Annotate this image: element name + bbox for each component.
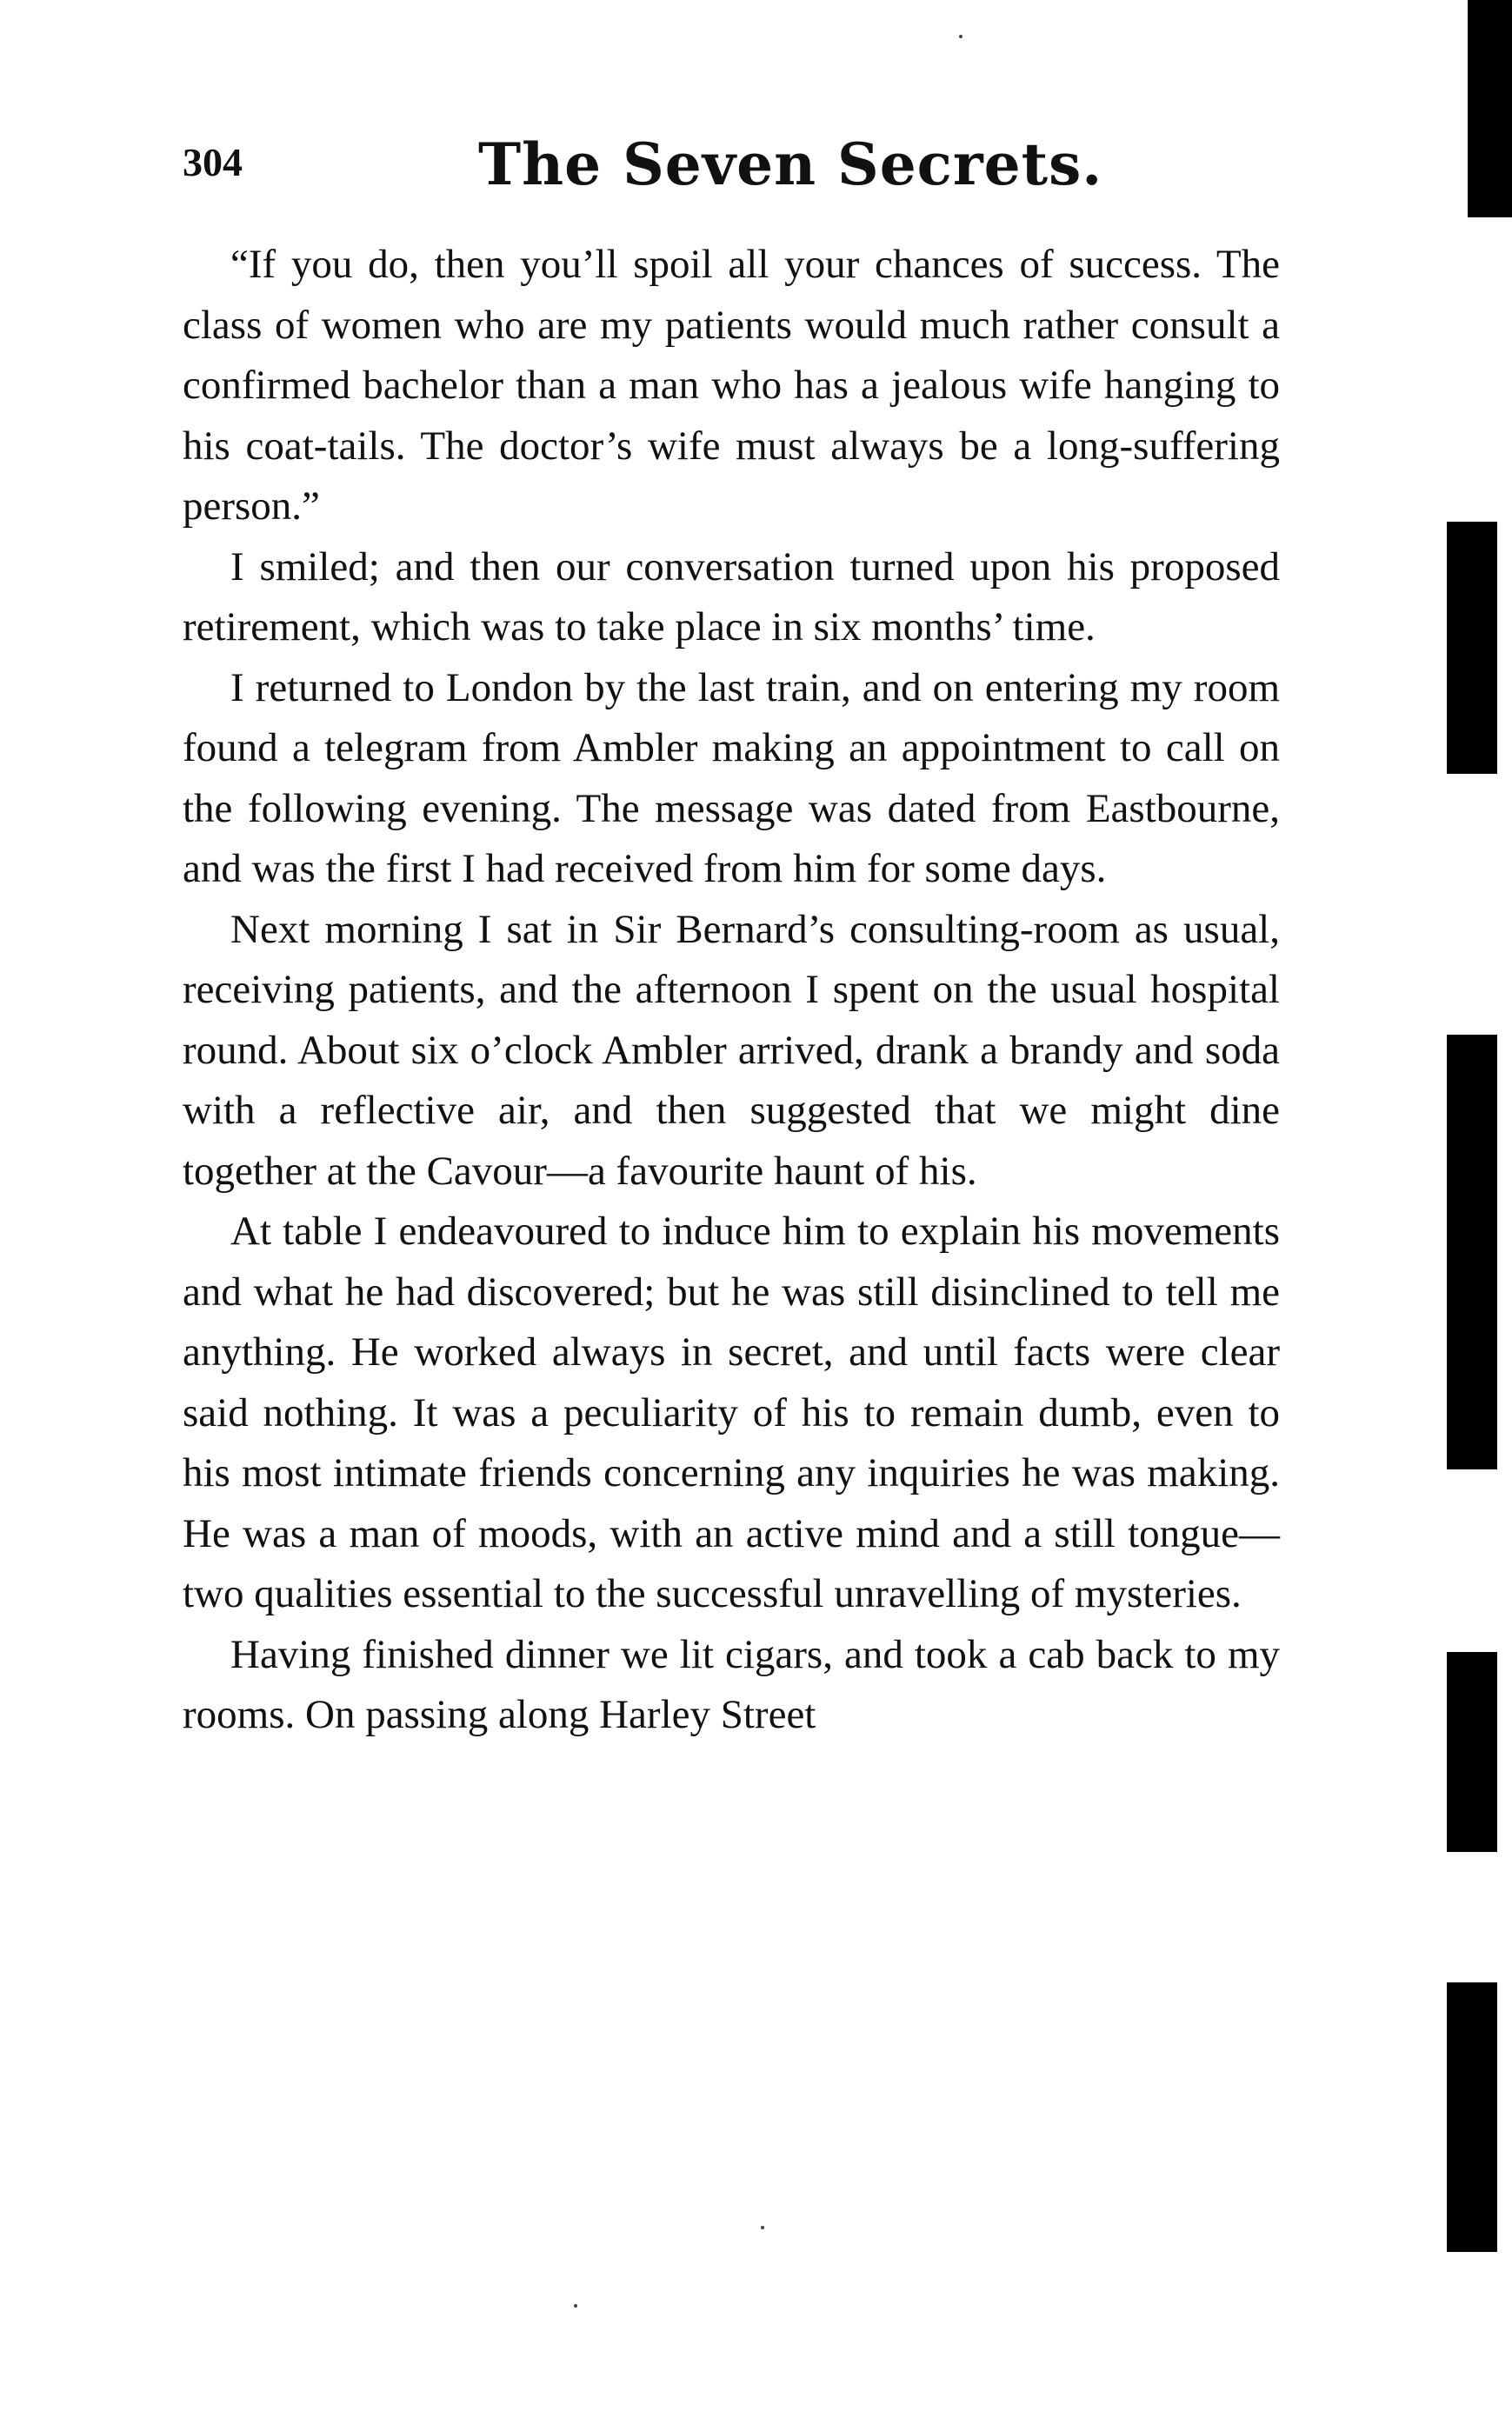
paragraph: Having finished dinner we lit cigars, and took a cab back to my rooms. On passing along Harley Street — [183, 1631, 1280, 1737]
paragraph: At table I endeavoured to induce him to explain his movements and what he had discovered; but he was still disinclined to tell me anything. He worked always in secret, and until facts were clear said nothing. It was a peculiarity of his to remain dumb, even to his most intimate friends concerning any inquiries he was making. He was a man of moods, with an active mind and a still tongue—two qualities essential to the successful unravelling of mysteries. — [183, 1209, 1280, 1616]
body-text — [183, 235, 1280, 1746]
scan-speck — [574, 2304, 577, 2308]
paragraph: Next morning I sat in Sir Bernard’s consulting-room as usual, receiving patients, and the afternoon I spent on the usual hospital round. About six o’clock Ambler arrived, drank a brandy and soda with a reflective air, and then suggested that we might dine together at the Cavour—a favourite haunt of his. — [183, 906, 1280, 1194]
scan-margin-artifact — [1468, 0, 1512, 217]
scan-speck — [761, 2226, 764, 2229]
scan-margin-artifact — [1447, 522, 1497, 774]
scan-margin-artifact — [1447, 1982, 1497, 2252]
paragraph: I returned to London by the last train, and on entering my room found a telegram from Ambler making an appointment to call on the following evening. The message was dated from Eastbourne, and was the first I had received from him for some days. — [183, 664, 1280, 891]
scan-margin-artifact — [1447, 1652, 1497, 1852]
scan-margin-artifact — [1447, 1035, 1497, 1469]
running-title: The Seven Secrets. — [478, 130, 1103, 198]
page-number: 304 — [183, 140, 243, 184]
scan-speck — [959, 35, 962, 38]
paragraph: “If you do, then you’ll spoil all your chances of success. The class of women who are my patients would much rather consult a confirmed bachelor than a man who has a jealous wife hanging to his coat-tails. The doctor’s wife must always be a long-suffering person.” — [183, 242, 1280, 529]
paragraph: I smiled; and then our conversation turned upon his proposed retirement, which was to take place in six months’ time. — [183, 543, 1280, 649]
page-header — [183, 130, 1313, 209]
